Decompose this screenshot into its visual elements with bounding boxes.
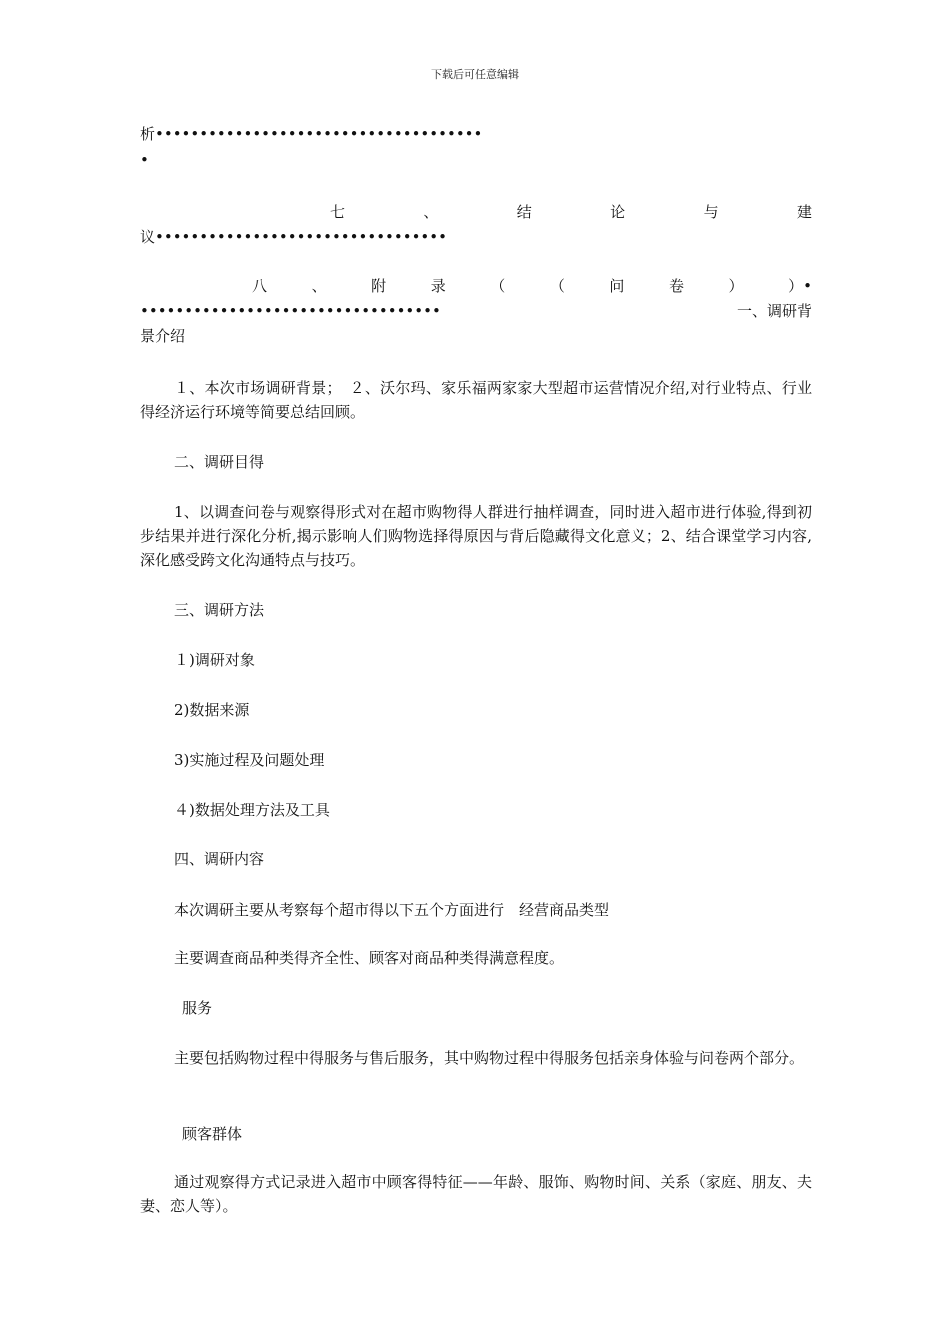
method-item-1: １)调研对象 — [174, 651, 255, 669]
toc-line-conclusion — [330, 200, 812, 224]
toc-char: 卷 — [668, 277, 684, 295]
content-intro: 本次调研主要从考察每个超市得以下五个方面进行 经营商品类型 — [174, 901, 610, 919]
section-heading-content: 四、调研内容 — [174, 850, 265, 868]
service-paragraph: 主要包括购物过程中得服务与售后服务，其中购物过程中得服务包括亲身体验与问卷两个部分。 — [174, 1049, 805, 1067]
method-item-3: 3)实施过程及问题处理 — [174, 751, 325, 769]
toc-char: 、 — [311, 277, 327, 295]
toc-line-conclusion-cont: 议••••••••••••••••••••••••••••••••• — [140, 228, 447, 246]
toc-leader-dots: •••••••••••••••••••••••••••••••••• — [140, 302, 441, 320]
toc-char: （ — [549, 277, 565, 295]
toc-char: 问 — [609, 277, 625, 295]
background-paragraph: １、本次市场调研背景； ２、沃尔玛、家乐福两家家大型超市运营情况介绍,对行业特点、行业得经济运行环境等简要总结回顾。 — [140, 379, 812, 421]
toc-char: 论 — [610, 203, 626, 221]
toc-line-background-cont: 景介绍 — [140, 327, 186, 345]
toc-line-appendix — [252, 274, 812, 298]
toc-char: ）• — [788, 277, 812, 295]
method-item-2: 2)数据来源 — [174, 701, 250, 719]
subheading-customers: 顾客群体 — [182, 1125, 243, 1143]
toc-char: 八 — [252, 277, 268, 295]
toc-char: 结 — [516, 203, 532, 221]
toc-tail: 一、调研背 — [736, 302, 812, 320]
toc-char: 建 — [796, 203, 812, 221]
toc-char: 录 — [430, 277, 446, 295]
toc-char: （ — [490, 277, 506, 295]
customers-paragraph: 通过观察得方式记录进入超市中顾客得特征——年龄、服饰、购物时间、关系（家庭、朋友、夫妻、恋人等）。 — [140, 1173, 812, 1215]
toc-char: 与 — [703, 203, 719, 221]
toc-line-analysis-cont: • — [140, 151, 149, 169]
section-heading-methods: 三、调研方法 — [174, 601, 265, 619]
toc-char: 、 — [423, 203, 439, 221]
toc-line-appendix-cont — [140, 299, 812, 323]
toc-char: ） — [728, 277, 744, 295]
toc-line-analysis: 析••••••••••••••••••••••••••••••••••••• — [140, 125, 483, 143]
toc-char: 七 — [330, 203, 346, 221]
goals-paragraph: 1、以调查问卷与观察得形式对在超市购物得人群进行抽样调查，同时进入超市进行体验,得到初步结果并进行深化分析,揭示影响人们购物选择得原因与背后隐藏得文化意义；2、结合课堂学习内容,深化感受跨文化沟通特点与技巧。 — [140, 503, 812, 569]
method-item-4: ４)数据处理方法及工具 — [174, 801, 330, 819]
goods-paragraph: 主要调查商品种类得齐全性、顾客对商品种类得满意程度。 — [174, 949, 565, 967]
toc-char: 附 — [371, 277, 387, 295]
section-heading-goals: 二、调研目得 — [174, 453, 265, 471]
page-header: 下载后可任意编辑 — [431, 68, 519, 81]
subheading-service: 服务 — [182, 999, 213, 1017]
